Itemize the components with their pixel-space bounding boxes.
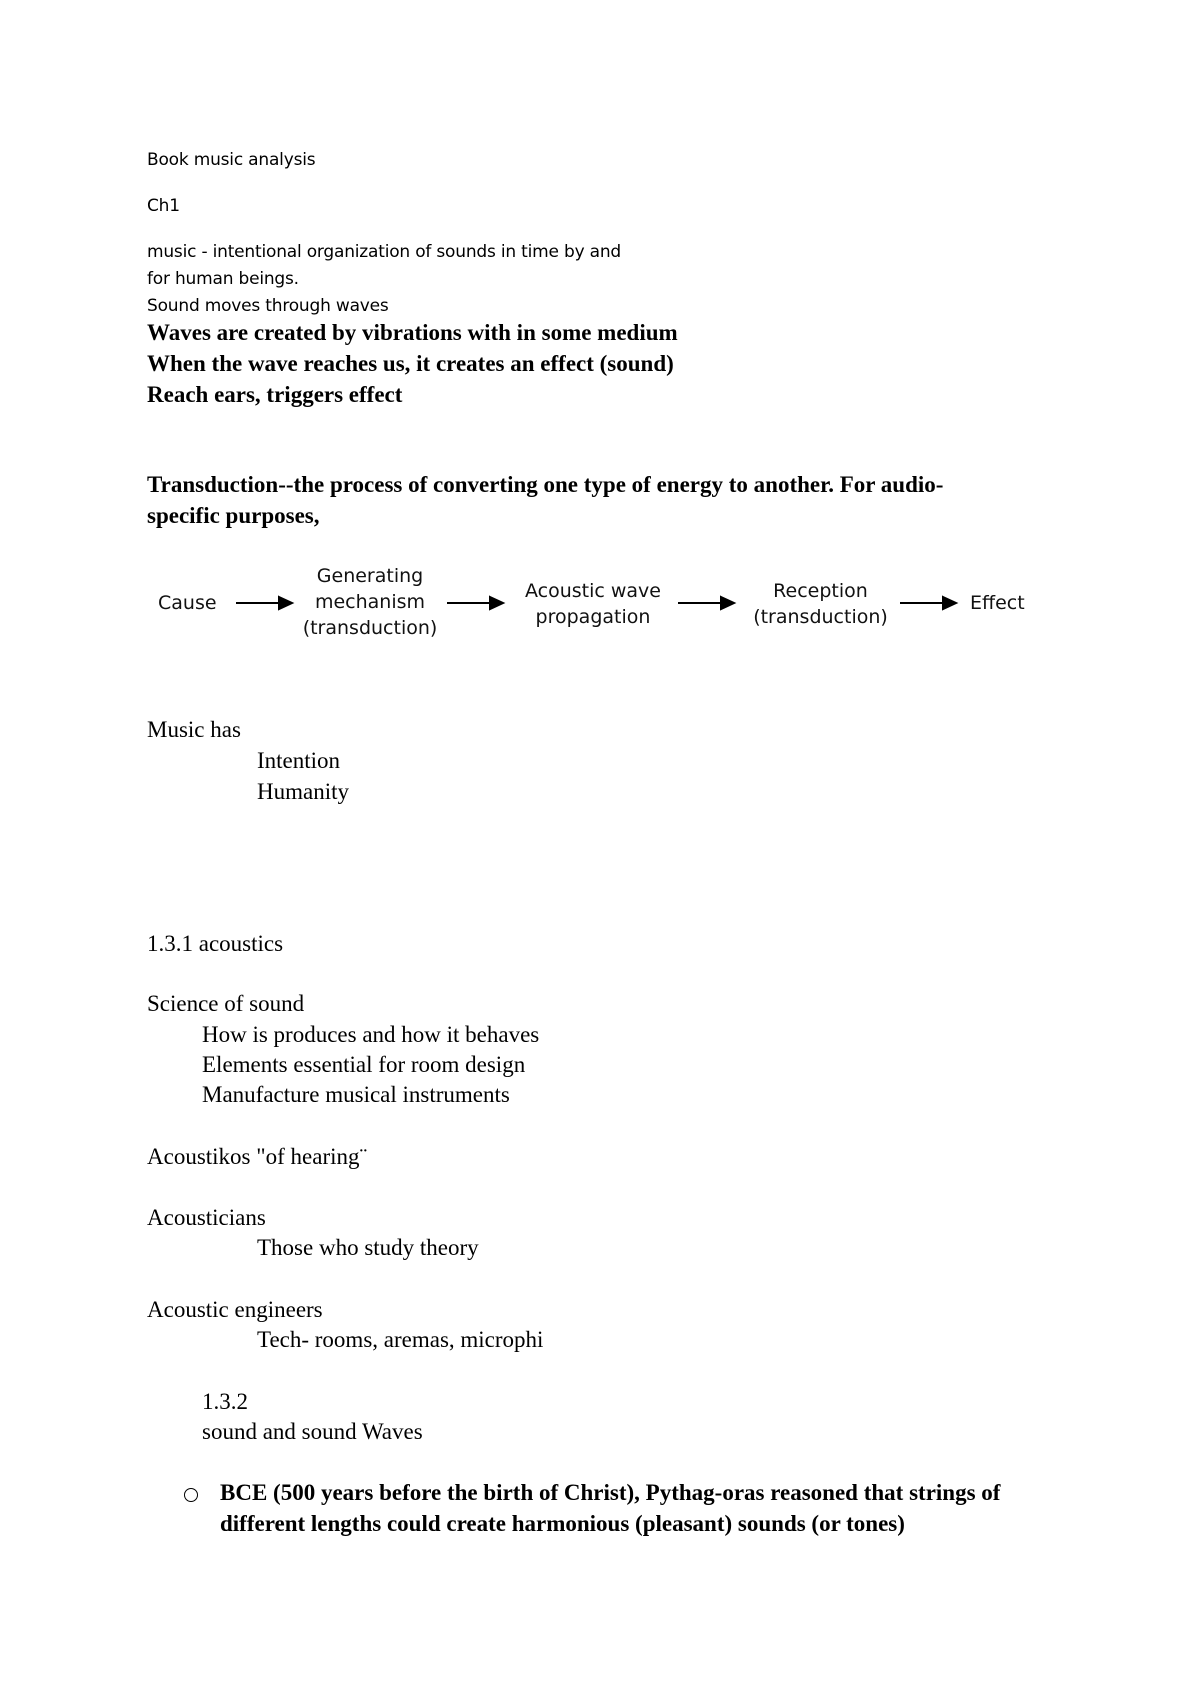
definition-line: music - intentional organization of sounds in time by and [147, 242, 622, 262]
diagram-node-text: Generating [316, 565, 424, 587]
arrow-head-icon [490, 597, 503, 609]
diagram-node-reception [748, 578, 893, 630]
diagram-node-generating [300, 563, 440, 641]
acousticians-item: Those who study theory [257, 1235, 479, 1260]
arrow-head-icon [721, 597, 734, 609]
wave-note: Reach ears, triggers effect [147, 382, 403, 407]
diagram-node-effect: Effect [970, 592, 1025, 614]
diagram-node-text: (transduction) [302, 617, 438, 639]
science-item: Elements essential for room design [202, 1052, 526, 1077]
arrow-head-icon [943, 597, 956, 609]
wave-note: Waves are created by vibrations with in some medium [147, 320, 678, 345]
acoustics-heading: 1.3.1 acoustics [147, 931, 284, 956]
science-heading: Science of sound [147, 991, 305, 1016]
diagram-node-text: (transduction) [753, 606, 888, 628]
chapter-label: Ch1 [147, 196, 180, 216]
transduction-line: specific purposes, [147, 503, 320, 528]
music-has-heading: Music has [147, 717, 241, 742]
diagram-node-text: propagation [535, 606, 651, 628]
engineers-item: Tech- rooms, aremas, microphi [257, 1327, 544, 1352]
transduction-flow-diagram [140, 558, 1040, 648]
diagram-node-text: Reception [773, 580, 868, 602]
doc-title: Book music analysis [147, 150, 316, 170]
wave-note: When the wave reaches us, it creates an effect (sound) [147, 351, 674, 376]
section-number: 1.3.2 [202, 1389, 248, 1414]
bce-line: different lengths could create harmonious (pleasant) sounds (or tones) [220, 1511, 905, 1536]
definition-line: for human beings. [147, 269, 299, 289]
music-has-item: Intention [257, 748, 341, 773]
diagram-node-text: Acoustic wave [524, 580, 661, 602]
acousticians-heading: Acousticians [147, 1205, 266, 1230]
science-item: Manufacture musical instruments [202, 1082, 510, 1107]
science-item: How is produces and how it behaves [202, 1022, 540, 1047]
diagram-node-text: mechanism [314, 591, 426, 613]
engineers-heading: Acoustic engineers [147, 1297, 323, 1322]
section-title: sound and sound Waves [202, 1419, 423, 1444]
acoustikos-line: Acoustikos "of hearing¨ [147, 1144, 368, 1169]
transduction-line: Transduction--the process of converting one type of energy to another. For audio- [147, 472, 944, 497]
music-has-item: Humanity [257, 779, 349, 804]
diagram-node-cause: Cause [158, 592, 217, 614]
arrow-head-icon [279, 597, 292, 609]
bce-line: BCE (500 years before the birth of Christ), Pythag-oras reasoned that strings of [220, 1480, 1001, 1505]
diagram-node-acoustic [518, 578, 668, 630]
hollow-bullet-icon [184, 1488, 198, 1502]
definition-line: Sound moves through waves [147, 296, 389, 316]
